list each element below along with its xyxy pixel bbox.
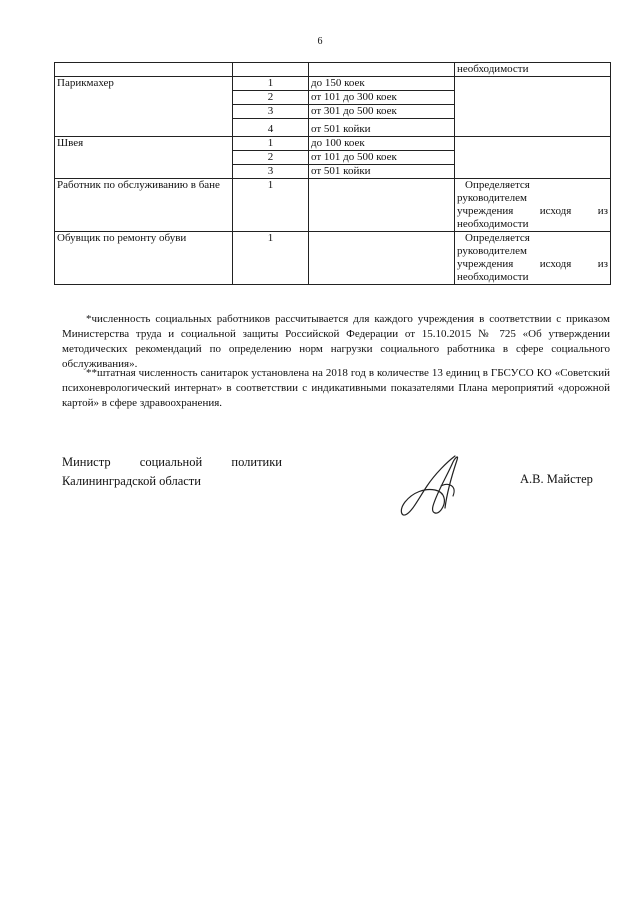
- condition-cell: до 150 коек: [309, 77, 455, 91]
- note-line: необходимости: [457, 271, 529, 283]
- table-cell: [309, 63, 455, 77]
- footnote-social-workers: *численность социальных работников рассчитывается для каждого учреждения в соответствии с приказом Министерства труда и социальной защиты Российской Федерации от 15.10.2015 № 725 «Об утверждении методических рекомендаций по определению норм нагрузки социального работника в сфере социального обслуживания».: [62, 313, 610, 370]
- note-cell: [455, 232, 611, 285]
- note-line: необходимости: [457, 218, 529, 230]
- position-cell: Парикмахер: [55, 77, 233, 137]
- condition-cell: от 301 до 500 коек: [309, 105, 455, 119]
- note-line: учреждения исходя из: [457, 258, 608, 270]
- note-line: руководителем: [457, 245, 527, 257]
- note-line: руководителем: [457, 192, 527, 204]
- condition-cell: до 100 коек: [309, 137, 455, 151]
- note-cell: [455, 77, 611, 137]
- signatory-title-line: Министр социальной политики: [62, 455, 282, 469]
- signatory-name: А.В. Майстер: [520, 472, 593, 486]
- count-cell: 1: [233, 232, 309, 285]
- staff-table: [54, 62, 611, 285]
- count-cell: 1: [233, 77, 309, 91]
- condition-cell: от 101 до 500 коек: [309, 151, 455, 165]
- handwritten-signature: [395, 452, 475, 522]
- table-row: [55, 63, 611, 77]
- condition-cell: от 501 койки: [309, 119, 455, 137]
- table-row: [55, 179, 611, 232]
- table-cell: [233, 63, 309, 77]
- condition-cell: [309, 232, 455, 285]
- count-cell: 3: [233, 105, 309, 119]
- condition-cell: от 501 койки: [309, 165, 455, 179]
- table-row: [55, 77, 611, 91]
- count-cell: 2: [233, 91, 309, 105]
- table-cell: [55, 63, 233, 77]
- position-cell: Работник по обслуживанию в бане: [55, 179, 233, 232]
- count-cell: 1: [233, 179, 309, 232]
- note-cell: необходимости: [455, 63, 611, 77]
- count-cell: 1: [233, 137, 309, 151]
- position-cell: Обувщик по ремонту обуви: [55, 232, 233, 285]
- condition-cell: от 101 до 300 коек: [309, 91, 455, 105]
- note-line: Определяется: [465, 179, 530, 191]
- table-row: [55, 137, 611, 151]
- count-cell: 3: [233, 165, 309, 179]
- condition-cell: [309, 179, 455, 232]
- position-cell: Швея: [55, 137, 233, 179]
- signatory-title: [62, 453, 282, 491]
- note-line: учреждения исходя из: [457, 205, 608, 217]
- signatory-title-line: Калининградской области: [62, 474, 201, 488]
- table-row: [55, 232, 611, 285]
- footnote-nurses: **штатная численность санитарок установлена на 2018 год в количестве 13 единиц в ГБСУСО КО «Советский психоневрологический интернат» в соответствии с индикативными показателями Плана мероприятий «дорожной картой» в сфере здравоохранения.: [62, 367, 610, 409]
- page-number: 6: [317, 36, 323, 47]
- note-cell: [455, 137, 611, 179]
- count-cell: 2: [233, 151, 309, 165]
- count-cell: 4: [233, 119, 309, 137]
- note-cell: [455, 179, 611, 232]
- note-line: Определяется: [465, 232, 530, 244]
